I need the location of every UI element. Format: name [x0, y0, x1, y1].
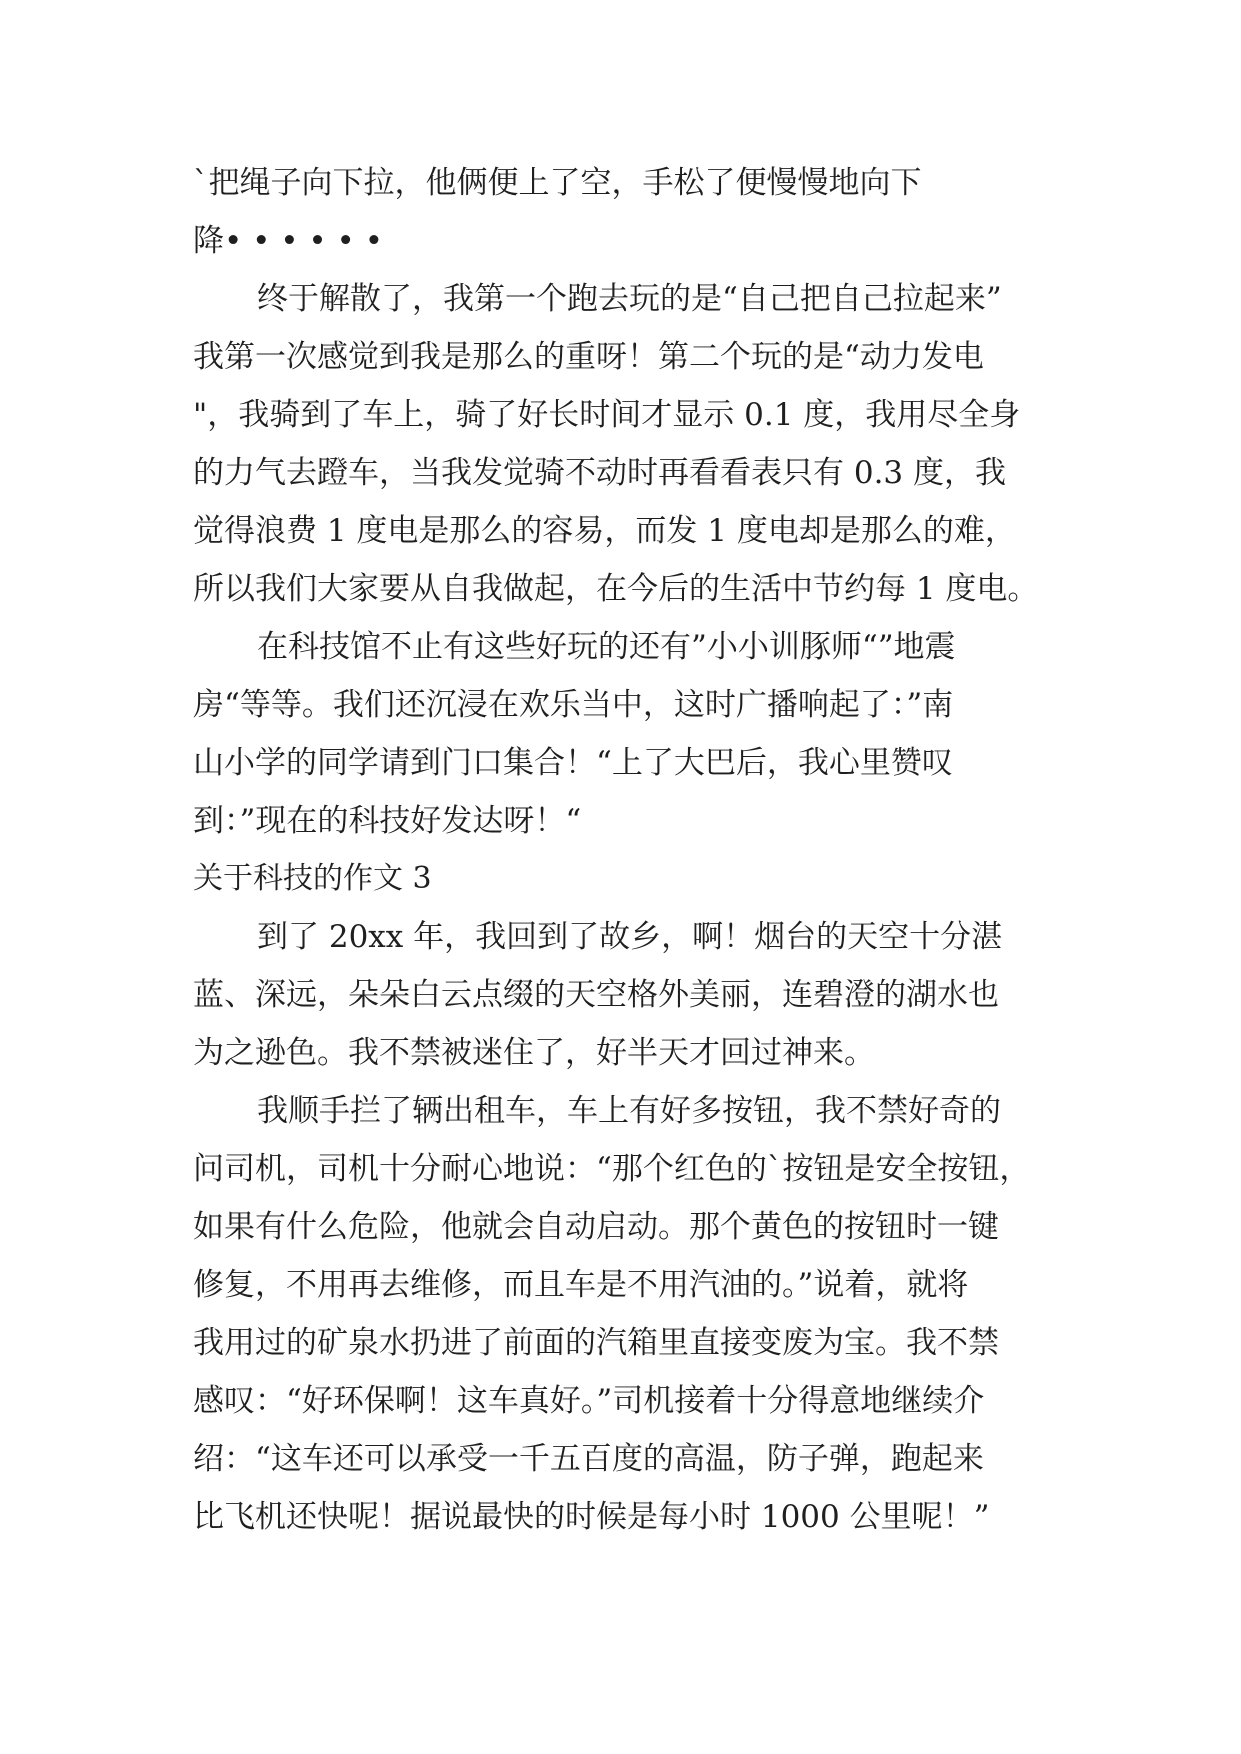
- text-line: 修复，不用再去维修，而且车是不用汽油的。”说着，就将: [193, 1267, 969, 1303]
- text-line: 的力气去蹬车，当我发觉骑不动时再看看表只有 0.3 度，我: [193, 455, 1007, 491]
- text-line: 我第一次感觉到我是那么的重呀！第二个玩的是“动力发电: [193, 339, 984, 375]
- text-line: 降• • • • • •: [193, 223, 383, 259]
- text-line: 在科技馆不止有这些好玩的还有”小小训豚师“”地震: [257, 629, 956, 665]
- text-line: 我顺手拦了辆出租车，车上有好多按钮，我不禁好奇的: [257, 1093, 1001, 1129]
- text-line: 我用过的矿泉水扔进了前面的汽箱里直接变废为宝。我不禁: [193, 1325, 999, 1361]
- text-line: 问司机，司机十分耐心地说：“那个红色的`按钮是安全按钮，: [193, 1151, 1031, 1187]
- text-line: 为之逊色。我不禁被迷住了，好半天才回过神来。: [193, 1035, 875, 1071]
- text-line: 觉得浪费 1 度电是那么的容易，而发 1 度电却是那么的难，: [193, 513, 1016, 549]
- text-line: 感叹：“好环保啊！这车真好。”司机接着十分得意地继续介: [193, 1383, 985, 1419]
- text-line: 房“等等。我们还沉浸在欢乐当中，这时广播响起了：”南: [193, 687, 954, 723]
- text-line: "，我骑到了车上，骑了好长时间才显示 0.1 度，我用尽全身: [193, 397, 1021, 433]
- document-page: [193, 154, 1055, 1546]
- section-heading: 关于科技的作文 3: [193, 861, 432, 896]
- text-line: 到：”现在的科技好发达呀！“: [193, 803, 582, 839]
- text-line: 比飞机还快呢！据说最快的时候是每小时 1000 公里呢！”: [193, 1499, 990, 1535]
- text-line: 到了 20xx 年，我回到了故乡，啊！烟台的天空十分湛: [257, 919, 1003, 955]
- text-line: 终于解散了，我第一个跑去玩的是“自己把自己拉起来”: [257, 281, 1002, 317]
- text-line: 绍：“这车还可以承受一千五百度的高温，防子弹，跑起来: [193, 1441, 984, 1477]
- text-line: 蓝、深远，朵朵白云点缀的天空格外美丽，连碧澄的湖水也: [193, 977, 999, 1013]
- text-line: 如果有什么危险，他就会自动启动。那个黄色的按钮时一键: [193, 1209, 999, 1245]
- text-line: 山小学的同学请到门口集合！“上了大巴后，我心里赞叹: [193, 745, 953, 781]
- text-line: 所以我们大家要从自我做起，在今后的生活中节约每 1 度电。: [193, 571, 1039, 607]
- text-line: `把绳子向下拉，他俩便上了空，手松了便慢慢地向下: [193, 165, 922, 201]
